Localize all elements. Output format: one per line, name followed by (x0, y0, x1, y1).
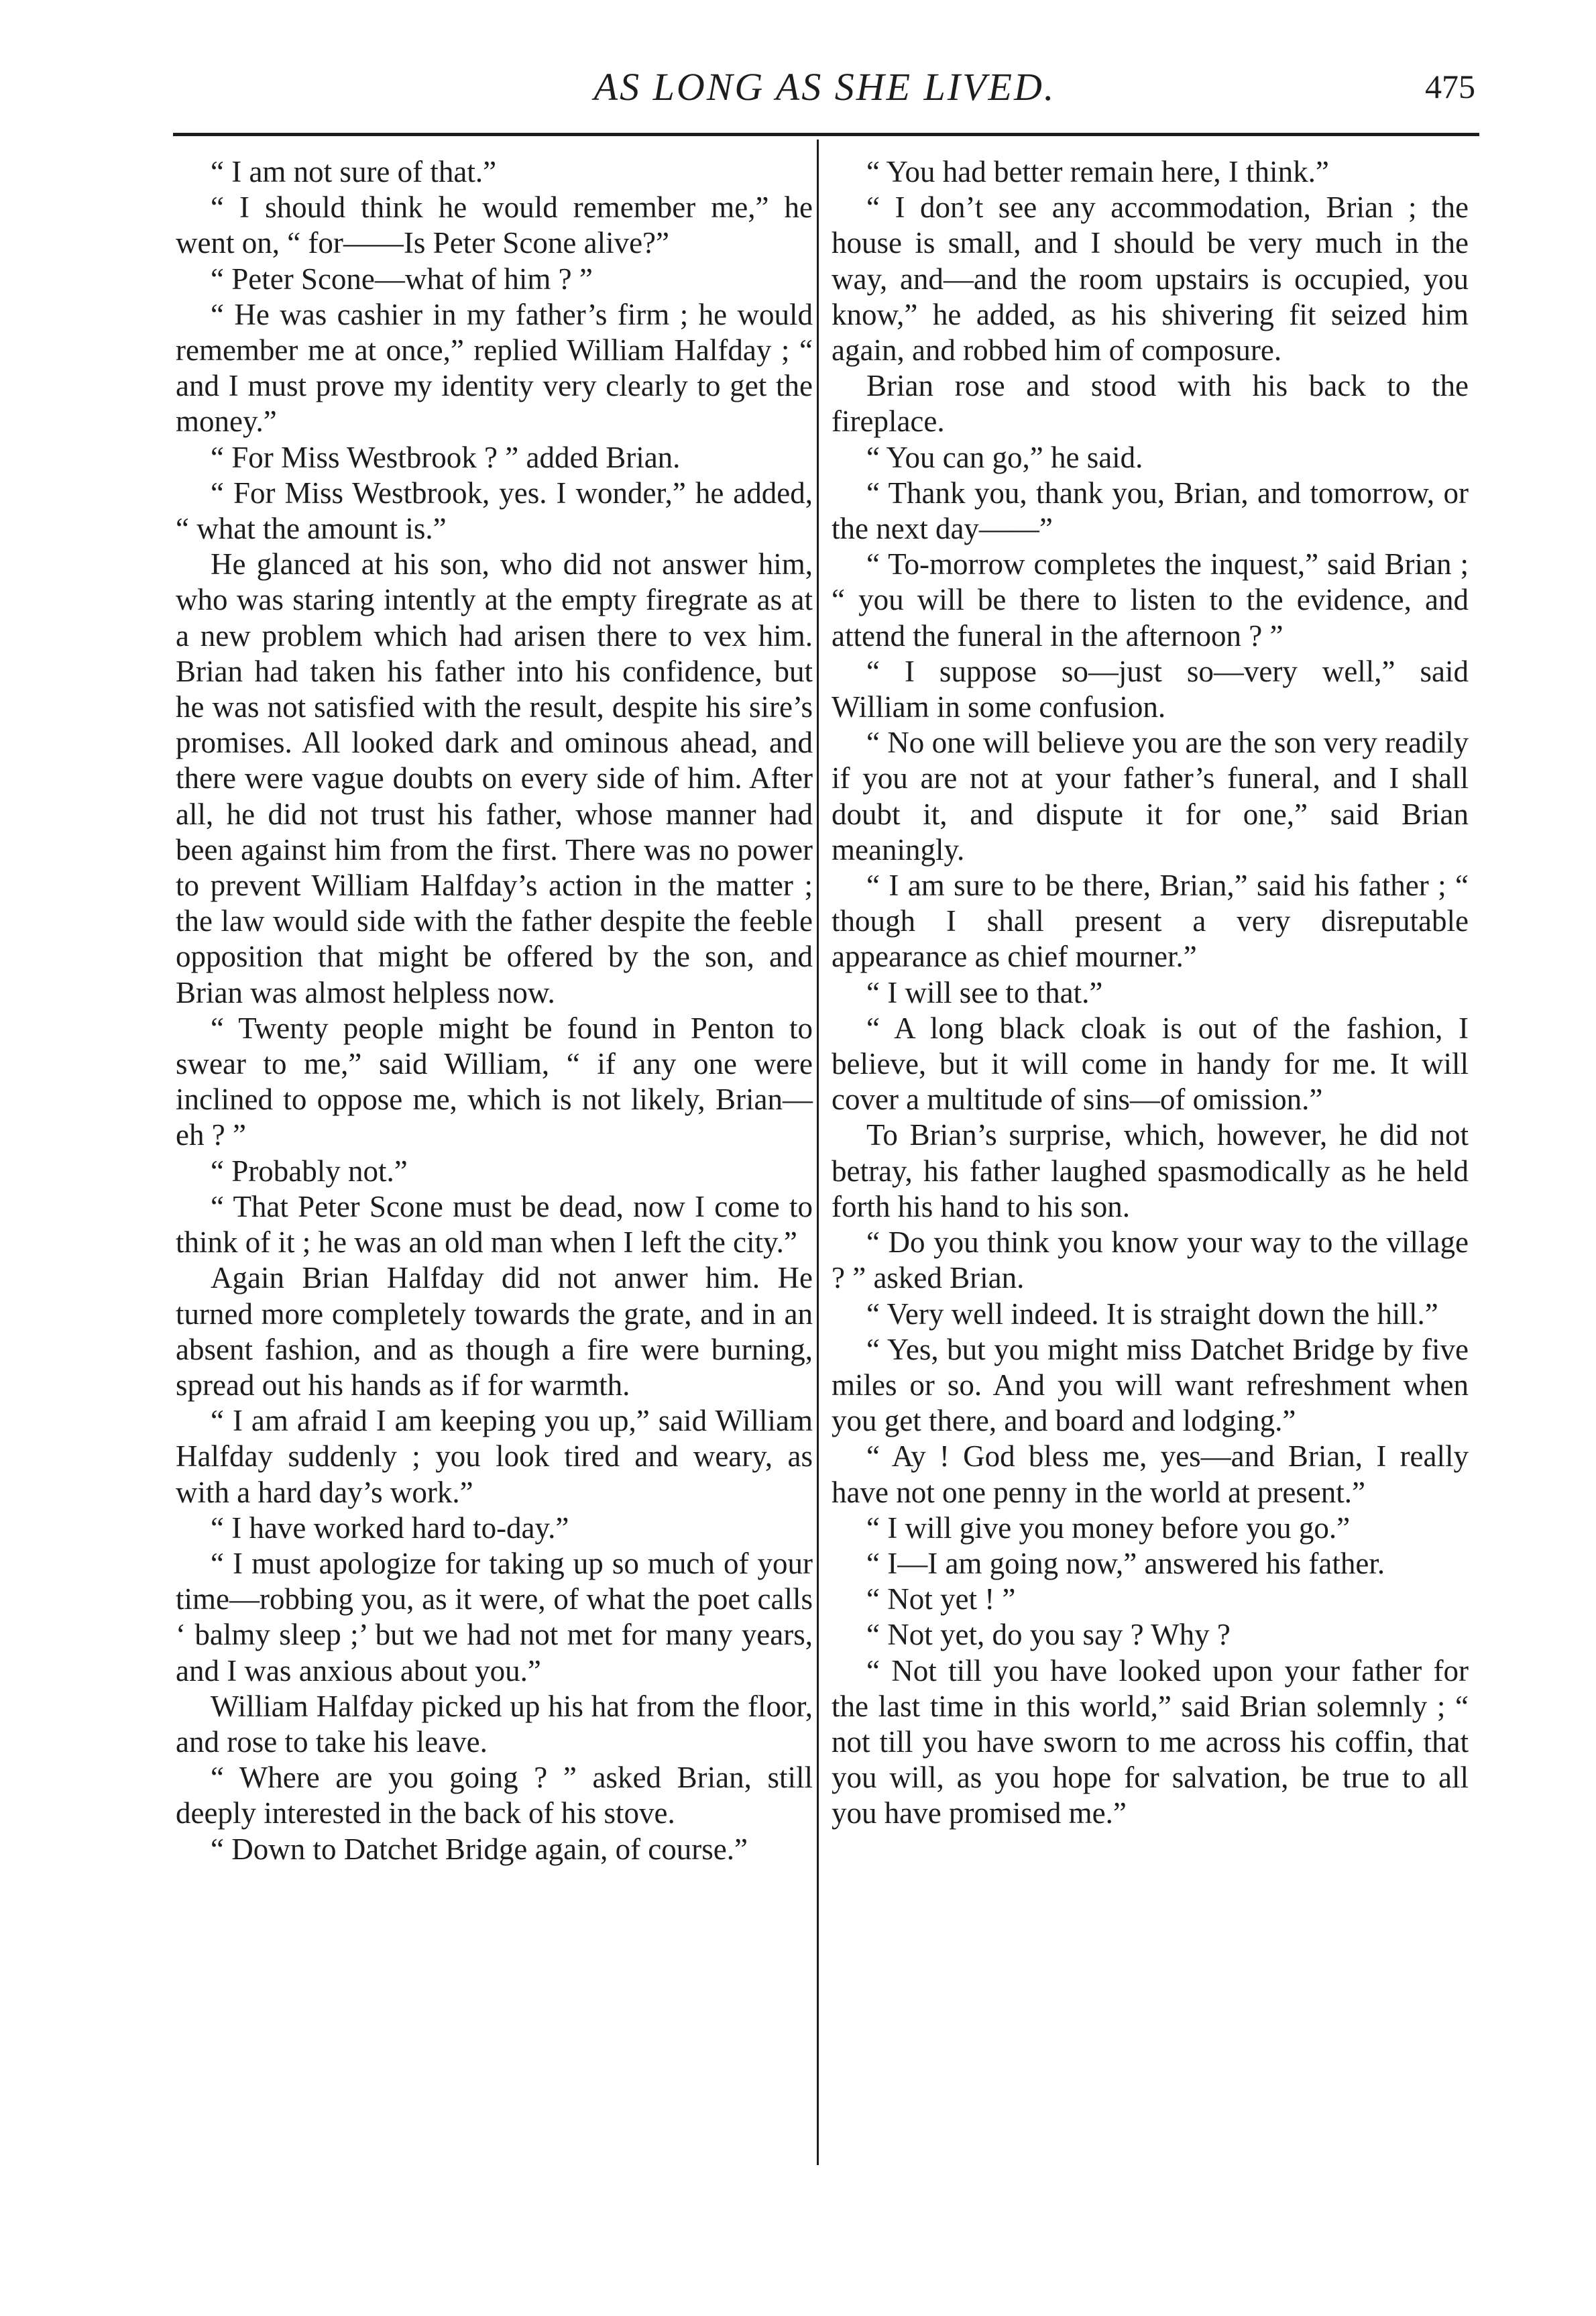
paragraph: “ He was cashier in my father’s firm ; he would remember me at once,” replied William Halfday ; “ and I must prove my identity very clearly to get the money.” (176, 297, 813, 439)
paragraph: “ I don’t see any accommodation, Brian ; the house is small, and I should be very much in the way, and—and the room upstairs is occupied, you know,” he added, as his shivering fit seized him again, and robbed him of composure. (832, 190, 1469, 368)
paragraph: “ Where are you going ? ” asked Brian, still deeply interested in the back of his stove. (176, 1761, 813, 1830)
paragraph: “ You can go,” he said. (866, 440, 1143, 474)
paragraph: “ I—I am going now,” answered his father. (866, 1546, 1385, 1580)
paragraph: William Halfday picked up his hat from the floor, and rose to take his leave. (176, 1689, 813, 1759)
paragraph: “ Peter Scone—what of him ? ” (211, 262, 593, 296)
column-divider (817, 140, 819, 2165)
paragraph: “ I am not sure of that.” (211, 155, 497, 188)
paragraph: “ A long black cloak is out of the fashion, I believe, but it will come in handy for me. It will cover a multitude of sins—of omission.” (832, 1011, 1469, 1117)
paragraph: “ Not yet ! ” (866, 1582, 1016, 1616)
paragraph: “ I will give you money before you go.” (866, 1510, 1351, 1545)
paragraph: “ To-morrow completes the inquest,” said Brian ; “ you will be there to listen to the evidence, and attend the funeral in the afternoon ? ” (832, 547, 1469, 653)
paragraph: “ I suppose so—just so—very well,” said William in some confusion. (832, 654, 1469, 724)
paragraph: “ Twenty people might be found in Penton to swear to me,” said William, “ if any one were inclined to oppose me, which is not likely, Brian—eh ? ” (176, 1011, 813, 1152)
paragraph: “ Do you think you know your way to the village ? ” asked Brian. (832, 1225, 1469, 1295)
paragraph: Again Brian Halfday did not anwer him. He turned more completely towards the grate, and in an absent fashion, and as though a fire were burning, spread out his hands as if for warmth. (176, 1261, 813, 1402)
paragraph: “ Yes, but you might miss Datchet Bridge by five miles or so. And you will want refreshment when you get there, and board and lodging.” (832, 1332, 1469, 1438)
paragraph: “ For Miss Westbrook, yes. I wonder,” he added, “ what the amount is.” (176, 476, 813, 546)
paragraph: “ Down to Datchet Bridge again, of course.” (211, 1832, 748, 1866)
paragraph: “ Probably not.” (211, 1154, 408, 1188)
left-column (176, 154, 813, 1867)
paragraph: He glanced at his son, who did not answer him, who was staring intently at the empty firegrate as at a new problem which had arisen there to vex him. Brian had taken his father into his confidence, but he was not satisfied with the result, despite his sire’s promises. All looked dark and ominous ahead, and there were vague doubts on every side of him. After all, he did not trust his father, whose manner had been against him from the first. There was no power to prevent William Halfday’s action in the matter ; the law would side with the father despite the feeble opposition that might be offered by the son, and Brian was almost helpless now. (176, 547, 813, 1009)
paragraph: “ That Peter Scone must be dead, now I come to think of it ; he was an old man when I left the city.” (176, 1189, 813, 1260)
right-column (832, 154, 1469, 1832)
running-head (174, 64, 1475, 118)
paragraph: “ I should think he would remember me,” he went on, “ for——Is Peter Scone alive?” (176, 190, 813, 260)
paragraph: Brian rose and stood with his back to the fireplace. (832, 369, 1469, 439)
page-number: 475 (1425, 68, 1475, 105)
paragraph: “ I have worked hard to-day.” (211, 1510, 569, 1545)
paragraph: “ I am sure to be there, Brian,” said his father ; “ though I shall present a very disreputable appearance as chief mourner.” (832, 869, 1469, 974)
paragraph: “ Ay ! God bless me, yes—and Brian, I really have not one penny in the world at present.” (832, 1439, 1469, 1509)
paragraph: To Brian’s surprise, which, however, he did not betray, his father laughed spasmodically as he held forth his hand to his son. (832, 1118, 1469, 1223)
header-rule (173, 133, 1479, 136)
running-title: AS LONG AS SHE LIVED. (593, 65, 1056, 109)
paragraph: “ No one will believe you are the son very readily if you are not at your father’s funeral, and I shall doubt it, and dispute it for one,” said Brian meaningly. (832, 726, 1469, 867)
paragraph: “ I am afraid I am keeping you up,” said William Halfday suddenly ; you look tired and weary, as with a hard day’s work.” (176, 1404, 813, 1509)
paragraph: “ I will see to that.” (866, 975, 1103, 1009)
paragraph: “ I must apologize for taking up so much of your time—robbing you, as it were, of what the poet calls ‘ balmy sleep ;’ but we had not met for many years, and I was anxious about you.” (176, 1546, 813, 1688)
paragraph: “ Very well indeed. It is straight down the hill.” (866, 1297, 1438, 1331)
paragraph: “ Not till you have looked upon your father for the last time in this world,” said Brian solemnly ; “ not till you have sworn to me across his coffin, that you will, as you hope for salvation, be true to all you have promised me.” (832, 1653, 1469, 1830)
paragraph: “ For Miss Westbrook ? ” added Brian. (211, 440, 681, 474)
paragraph: “ Thank you, thank you, Brian, and tomorrow, or the next day——” (832, 476, 1469, 546)
paragraph: “ Not yet, do you say ? Why ? (866, 1618, 1231, 1652)
paragraph: “ You had better remain here, I think.” (866, 155, 1329, 188)
